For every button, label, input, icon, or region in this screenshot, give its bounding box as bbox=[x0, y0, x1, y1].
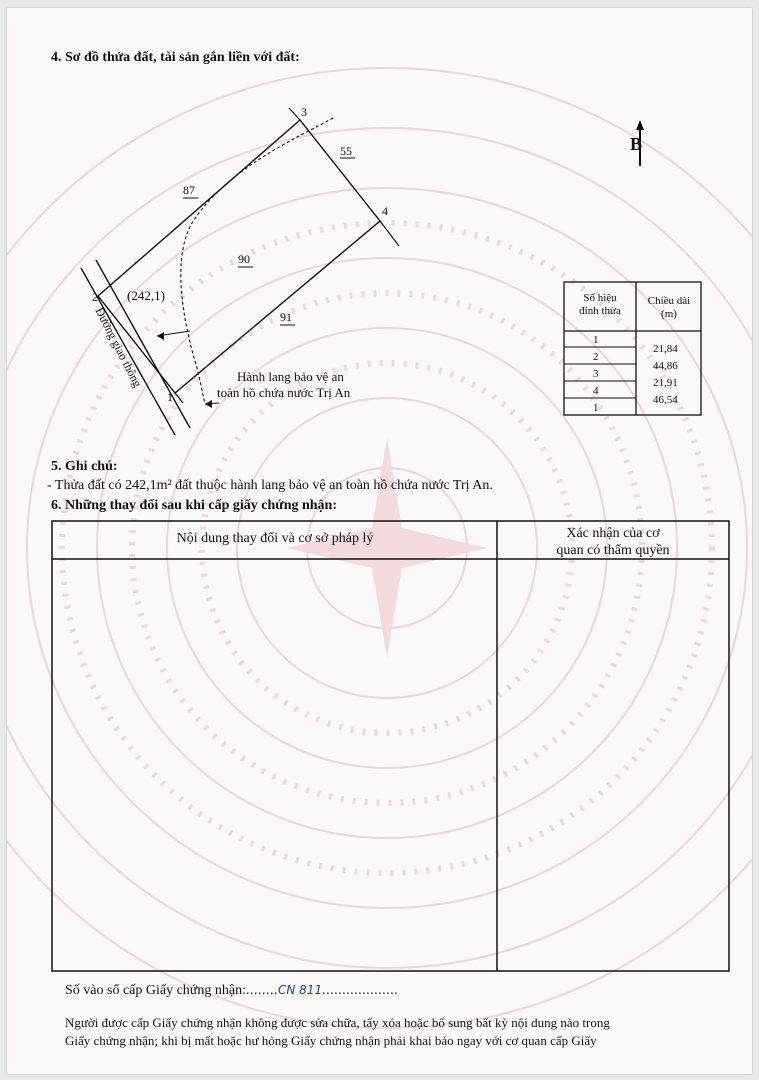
north-symbol: B bbox=[630, 134, 643, 154]
section6-title: 6. Những thay đổi sau khi cấp giấy chứng nhận: bbox=[51, 498, 338, 513]
side-length-label: 87 bbox=[183, 183, 195, 197]
registry-dots-before: ........ bbox=[246, 983, 278, 998]
notice-line2: Giấy chứng nhận; khi bị mất hoặc hư hỏng Giấy chứng nhận phải khai báo ngay với cơ quan cấp Giấy bbox=[65, 1033, 597, 1048]
length-cell: 21,84 bbox=[653, 343, 678, 355]
length-cell: 44,86 bbox=[653, 360, 678, 372]
section4-title: 4. Sơ đồ thửa đất, tài sản gắn liền với đất: bbox=[51, 50, 300, 65]
corridor-boundary bbox=[181, 118, 333, 404]
length-table-header-length: Chiều dài (m) bbox=[647, 295, 691, 320]
point-cell: 1 bbox=[593, 334, 599, 346]
changes-col1-header: Nội dung thay đổi và cơ sở pháp lý bbox=[176, 531, 374, 546]
vertex-label: 4 bbox=[382, 204, 388, 218]
point-cell: 2 bbox=[593, 351, 599, 363]
length-cell: 21,91 bbox=[653, 377, 678, 389]
point-cell: 3 bbox=[593, 368, 599, 380]
changes-col2-header-line2: quan có thẩm quyền bbox=[556, 543, 670, 558]
notice-line1: Người được cấp Giấy chứng nhận không được sửa chữa, tẩy xóa hoặc bổ sung bất kỳ nội dung nào trong bbox=[65, 1015, 610, 1030]
registry-number: CN 811 bbox=[278, 983, 323, 997]
section5-note: - Thửa đất có 242,1m² đất thuộc hành lang bảo vệ an toàn hồ chứa nước Trị An. bbox=[47, 478, 493, 493]
registry-label: Số vào sổ cấp Giấy chứng nhận: bbox=[65, 983, 246, 998]
length-table-lengths bbox=[653, 341, 678, 409]
length-table-points bbox=[593, 332, 599, 417]
changes-col2-header-line1: Xác nhận của cơ bbox=[566, 526, 660, 541]
length-cell: 46,54 bbox=[653, 394, 678, 406]
side-length-label: 90 bbox=[238, 252, 250, 266]
changes-table-grid bbox=[51, 520, 731, 974]
certificate-page bbox=[7, 8, 752, 1074]
vertex-label: 1 bbox=[167, 390, 173, 404]
side-length-label: 91 bbox=[280, 310, 292, 324]
registry-dots-after: ................... bbox=[322, 983, 399, 998]
vertex-label: 2 bbox=[92, 290, 98, 304]
side-length-label: 55 bbox=[340, 144, 352, 158]
road-label: Đường giao thông bbox=[92, 305, 145, 390]
point-cell: 4 bbox=[593, 385, 599, 397]
corridor-label-line1: Hành lang bảo vệ an bbox=[237, 369, 344, 384]
registry-line bbox=[65, 983, 398, 999]
length-table-header-point: Số hiệu đỉnh thửa bbox=[579, 292, 621, 317]
vertex-label: 3 bbox=[301, 105, 307, 119]
corridor-label-line2: toàn hồ chứa nước Trị An bbox=[217, 385, 351, 400]
point-cell: 1 bbox=[593, 402, 599, 414]
section5-title: 5. Ghi chú: bbox=[51, 459, 118, 474]
corridor-area-label: (242,1) bbox=[127, 288, 165, 303]
